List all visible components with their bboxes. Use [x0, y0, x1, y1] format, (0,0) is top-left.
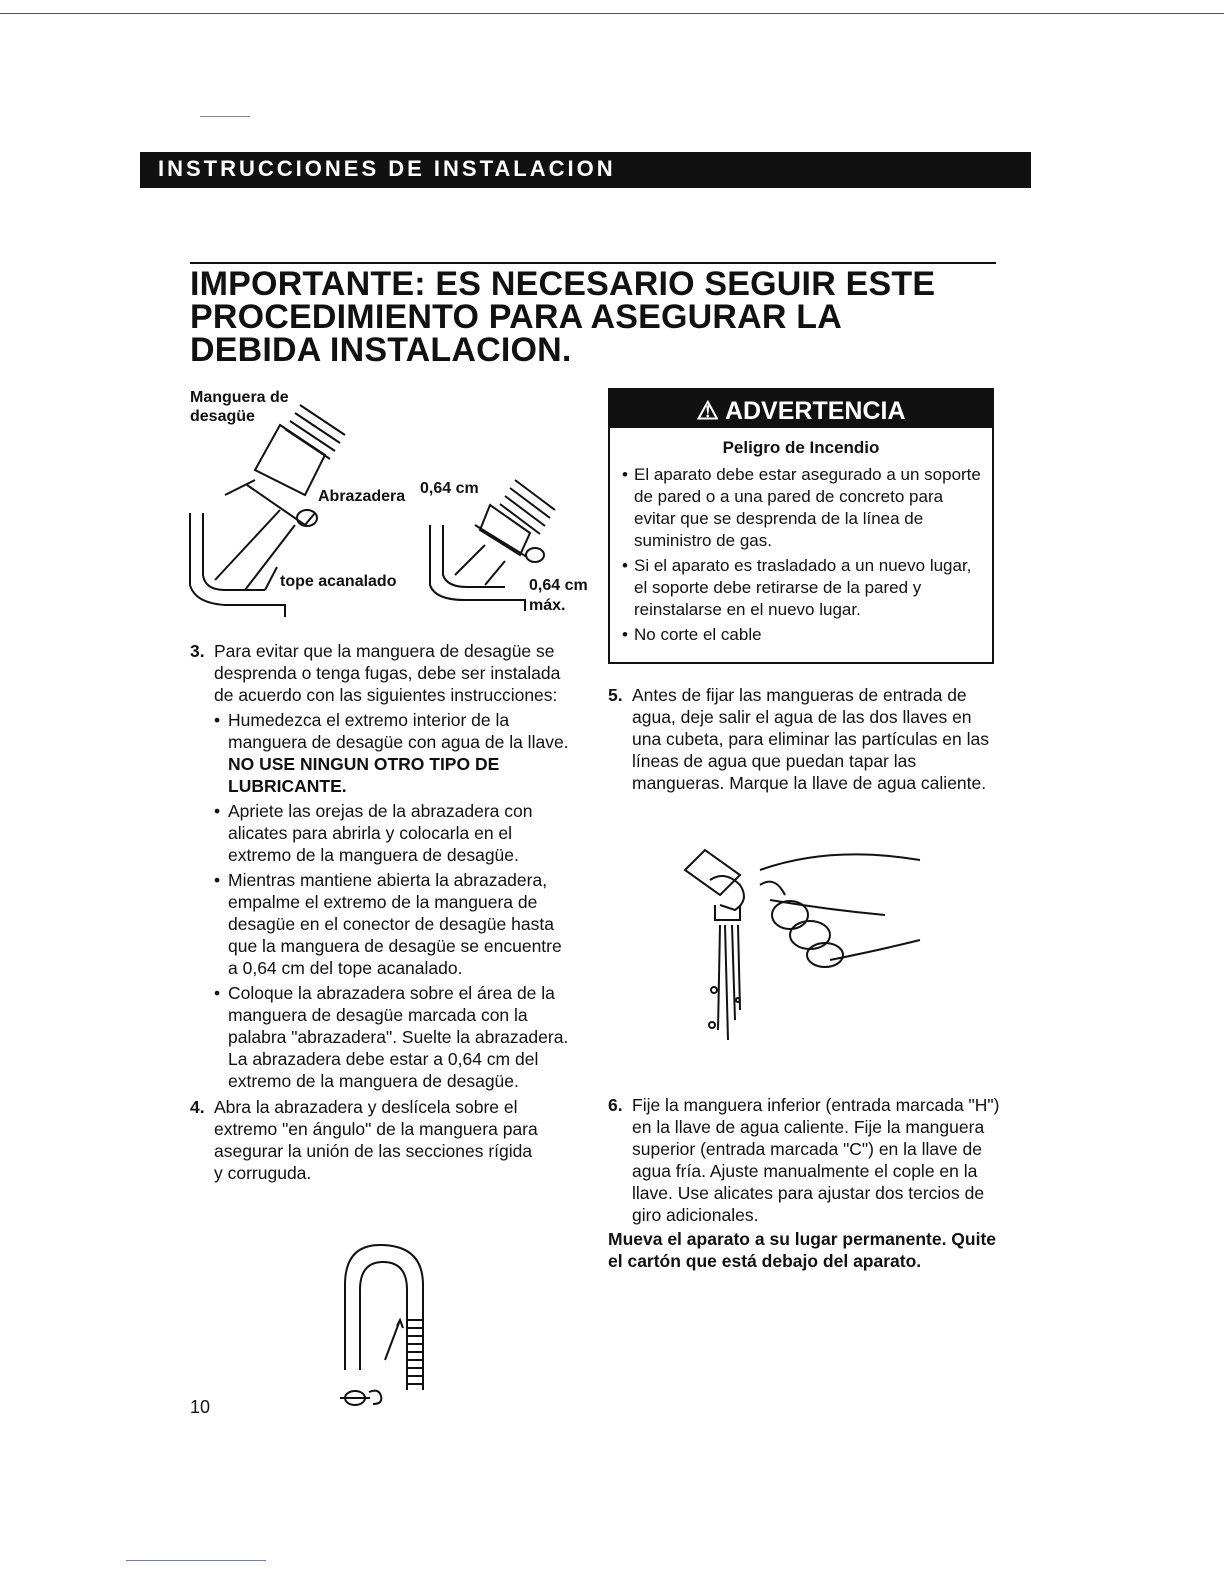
step-4	[190, 1096, 570, 1184]
warning-title: ADVERTENCIA	[724, 397, 906, 425]
hose-body-right	[455, 545, 505, 585]
water-droplet	[736, 998, 740, 1002]
label-drain-hose-line-2: desagüe	[190, 408, 255, 425]
warning-item-2	[622, 555, 982, 621]
bullet-dot: •	[214, 983, 221, 1003]
thumb	[760, 882, 785, 895]
main-title	[190, 265, 1020, 369]
step-5-item	[608, 684, 993, 794]
section-header-bar	[140, 152, 1031, 188]
bullet-dot: •	[622, 625, 628, 644]
label-clamp: Abrazadera	[318, 488, 406, 505]
step-3-number: 3.	[190, 641, 205, 661]
label-drain-hose-line-1: Manguera de	[190, 389, 289, 406]
label-max: máx.	[529, 597, 566, 614]
bullet-dot: •	[214, 870, 221, 890]
right-hose-drawing	[430, 480, 555, 611]
faucet-body	[710, 876, 744, 910]
warning-header	[610, 390, 992, 428]
warning-list	[622, 464, 982, 649]
drain-pipe-left-inner	[203, 513, 265, 590]
step-5-number: 5.	[608, 685, 623, 705]
water-droplet	[711, 987, 717, 993]
step-6-item	[608, 1094, 1003, 1226]
step-3	[190, 640, 570, 1092]
u-hose-illustration	[335, 1240, 445, 1410]
scan-mark	[200, 116, 250, 117]
drain-pipe-right-outer	[430, 525, 525, 611]
step-3-bullet-2-text: Apriete las orejas de la abrazadera con alicates para abrirla y colocarla en el extremo de la manguera de desagüe.	[228, 801, 533, 865]
main-title-line-2: PROCEDIMIENTO PARA ASEGURAR LA	[190, 298, 843, 336]
hose-end-right	[480, 505, 530, 555]
label-grooved-stop: tope acanalado	[280, 573, 397, 590]
drain-pipe-left-outer	[190, 513, 285, 617]
step-3-bullet-1	[214, 709, 570, 797]
warning-title-row	[610, 396, 992, 426]
warning-item-1-text: El aparato debe estar asegurado a un soporte de pared o a una pared de concreto para evitar que se desprenda de la línea de suministro de gas.	[634, 465, 981, 550]
step-3-intro: Para evitar que la manguera de desagüe se desprenda o tenga fugas, debe ser instalada de acuerdo con las siguientes instrucciones:	[214, 641, 561, 705]
step-4-line-3: asegurar la unión de las secciones rígida	[214, 1141, 533, 1161]
drain-hose-clamp-illustration	[185, 385, 595, 625]
section-title: INSTRUCCIONES DE INSTALACION	[158, 156, 616, 181]
step-6-number: 6.	[608, 1095, 623, 1115]
title-rule	[190, 262, 996, 264]
arm-outline-middle	[770, 900, 885, 915]
bullet-dot: •	[622, 465, 628, 484]
main-title-line-3: DEBIDA INSTALACION.	[190, 331, 572, 369]
corrugated-hose-ribs-left	[285, 405, 345, 459]
warning-item-1	[622, 464, 982, 552]
clamp-left	[225, 480, 315, 525]
step-3-bullet-4	[214, 982, 570, 1092]
water-droplet	[709, 1022, 715, 1028]
left-column-steps	[190, 640, 570, 1184]
page-number: 10	[190, 1397, 211, 1417]
finger-2	[790, 921, 830, 949]
bullet-dot: •	[622, 556, 628, 575]
step-3-bullet-1-text: Humedezca el extremo interior de la manguera de desagüe con agua de la llave.	[228, 710, 569, 752]
label-distance: 0,64 cm	[420, 480, 479, 497]
warning-triangle-icon: ⚠	[696, 397, 719, 425]
corrugated-hose-ribs-right	[500, 480, 555, 534]
step-3-bullet-1-warning: NO USE NINGUN OTRO TIPO DE LUBRICANTE.	[228, 754, 500, 796]
warning-item-3	[622, 624, 982, 646]
water-stream	[718, 925, 740, 1040]
top-scan-line	[0, 13, 1224, 14]
u-hose-corrugation	[407, 1320, 423, 1384]
clamp-ear-right	[526, 548, 544, 562]
finger-3	[807, 943, 843, 967]
faucet-pipe	[685, 850, 740, 895]
step-3-bullet-3	[214, 869, 570, 979]
faucet-flushing-illustration	[680, 840, 930, 1070]
left-hose-drawing	[190, 405, 345, 617]
hose-body-left	[215, 510, 295, 590]
u-hose-arrow	[385, 1320, 403, 1360]
step-4-line-1: Abra la abrazadera y deslícela sobre el	[214, 1097, 518, 1117]
arm-outline-top	[760, 854, 920, 870]
step-4-line-2: extremo "en ángulo" de la manguera para	[214, 1119, 538, 1139]
step-5	[608, 684, 993, 794]
step-4-number: 4.	[190, 1097, 205, 1117]
warning-box	[608, 388, 994, 664]
step-6	[608, 1094, 1003, 1272]
step-6-text: Fije la manguera inferior (entrada marcada "H") en la llave de agua caliente. Fije la manguera superior (entrada marcada "C") en la llave de agua fría. Ajuste manualmente el cople en la llave. Use alicates para ajustar dos tercios de giro adicionales.	[632, 1095, 1000, 1225]
warning-item-2-text: Si el aparato es trasladado a un nuevo lugar, el soporte debe retirarse de la pared y reinstalarse en el nuevo lugar.	[634, 556, 972, 619]
main-title-line-1: IMPORTANTE: ES NECESARIO SEGUIR ESTE	[190, 265, 936, 303]
bullet-dot: •	[214, 801, 221, 821]
step-5-text: Antes de fijar las mangueras de entrada de agua, deje salir el agua de las dos llaves en una cubeta, para eliminar las partículas en las líneas de agua que puedan tapar las mangueras. Marque la llave de agua caliente.	[632, 685, 990, 793]
step-4-line-4: y corruguda.	[214, 1163, 312, 1183]
warning-subtitle: Peligro de Incendio	[722, 438, 880, 457]
final-instruction: Mueva el aparato a su lugar permanente. Quite el cartón que está debajo del aparato.	[608, 1229, 997, 1271]
hose-end-left	[255, 425, 325, 495]
step-3-bullet-4-text: Coloque la abrazadera sobre el área de la manguera de desagüe marcada con la palabra "abrazadera". Suelte la abrazadera. La abrazadera debe estar a 0,64 cm del extremo de la manguera de desagüe.	[228, 983, 569, 1091]
finger-1	[772, 901, 808, 929]
label-max-distance: 0,64 cm	[529, 577, 588, 594]
bullet-dot: •	[214, 710, 221, 730]
clamp-right	[475, 525, 527, 557]
step-3-bullet-3-text: Mientras mantiene abierta la abrazadera, empalme el extremo de la manguera de desagüe en el conector de desagüe hasta que la manguera de desagüe se encuentre a 0,64 cm del tope acanalado.	[228, 870, 562, 978]
bottom-scan-line	[126, 1560, 266, 1561]
warning-item-3-text: No corte el cable	[634, 625, 762, 644]
u-hose-inner	[360, 1262, 407, 1390]
step-3-bullet-2	[214, 800, 570, 866]
